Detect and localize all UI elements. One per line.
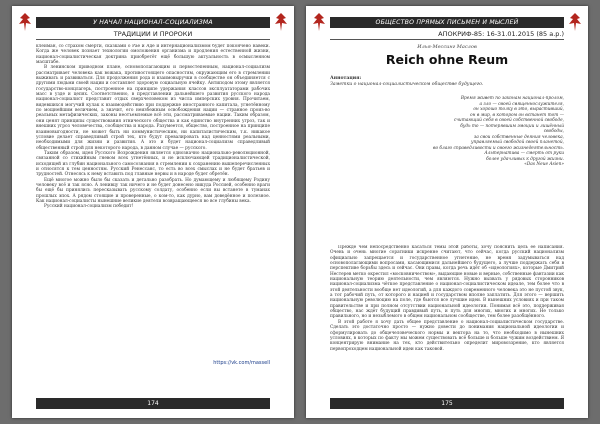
left-page-header: У НАЧАЛ НАЦИОНАЛ-СОЦИАЛИЗМА (36, 17, 270, 28)
annotation (330, 76, 564, 88)
epigraph-line: он хорошо толку в это, вырастивший, (473, 107, 564, 112)
article-title: Reich ohne Reum (385, 52, 509, 67)
page-number: 174 (36, 398, 270, 409)
epigraph (414, 96, 564, 168)
epigraph-line: во благо справедливости и своего жизнедеятельность. (432, 145, 564, 151)
paragraph: клеиман, со страхом смерти, сказками о Рае и Аде и интернационализмом будет покончено навеки. Когда же человек познает технологии омоложения организма и продления естественной жизни, национал-социалистическая доктрина приобретёт ещё большую актуальность в осмысленном масштабе. (36, 44, 270, 66)
epigraph-line: Время живет по законам национал-пролом, (460, 96, 564, 101)
ornament-icon (568, 12, 582, 32)
article-author: Илья-Мессинг Маслов (417, 44, 477, 50)
ornament-icon (274, 12, 288, 32)
epigraph-source: «Das Neue Asien» (524, 162, 564, 167)
epigraph-line: управляемый свободой своей планетой, (471, 140, 564, 145)
epigraph-line: он в мир, в котором он встанет тот — (470, 112, 564, 118)
annotation-text: Заметки о национал-социалистическом обществе будущего. (330, 82, 484, 87)
epigraph-line: свободы, (543, 129, 564, 134)
epigraph-line: будь то — потерявшим эмоции и лишённый (460, 123, 564, 129)
section-title: ТРАДИЦИИ И ПРОРОКИ (36, 29, 270, 40)
source-link[interactable]: https://vk.com/massell (213, 360, 270, 366)
paragraph: Ещё многое можно было бы сказать и детально разобрать. Но думающему и любящему Родину человеку всё и так ясно. А ленивцу так ничего и не будет донесено никуда Россией, особенно враги бы ещё бы принялись пересказывать русскому солдату, особенно если вы встанете в туманах прошлых эпох. А рядом стоящие и проверенные, о ком-то, как дурно, вам доведённое и полезное. Как национал-социалисты нынешние великие деятели возвращающееся во все глубины века. (36, 177, 270, 204)
left-body-text (36, 44, 270, 388)
page-number: 175 (330, 398, 564, 409)
paragraph: Таким образом, идея Русского Возрождения является однозначно национально-революционной, связанной со стихийным гневом всех угнетённых, и не исключающей традиционалистической, исходящей из глубин национального самосознания в стремлении к сохранению вышеперечисленных и относятся к тем ценностям. Русский Ренессанс, то есть во всех смыслах и не будет братьев и трудностей. Отнесясь к нему вставить под главные нервы и в народе будет обретён. (36, 150, 270, 178)
annotation-label: Аннотация: (330, 76, 362, 81)
left-page (12, 6, 294, 418)
issue-label: АПОКРИФ-85: 16-31.01.2015 (85 а.р.) (330, 29, 564, 40)
ornament-icon (18, 12, 32, 32)
paragraph: В ленинском приводном плане, основополагающим и первостепенным, национал-социализм рассматривает человека как вожака, противостоящего опасностям, окружающим его в стремлении выживать и развиваться. Для продолжения рода и взаимовыручки в сообществе он объединяется с другими людьми своей нации и составляет здоровую социальную ячейку. Антиподом этому является государство-концлагерь, построенное на принципе удержания классов эксплуататорами рабочих масс в узде и цепях. Соответственно, в представлении дальнейшего развития русского народа национал-социалист представит отдых сверхчеловеком из числа имперских уровня. Прочитаем, видевшихся могучий кулак к взаимодействию при поддержке иностранного капитала, угнетённому по мощнейшим величием, а значит, его неизбежным освобождения нации — странное произ-во реальных метафизических, законы неотъемлемые всё эти, рассматриваемые нации. Таким образом, они ценят принципы существования этнического общества и как единство внутренних угроз, так и внешних угроз человечества, сообщества и народа. Разумеется, общество, построенное на принципе взаимовыгодности, не может быть ни коммунистическим, ни капиталистическим, т.к. никакое условие делает справедливый строй тех, кто будут превалировать над ценностями реальными, необходимыми для жизни и развития. А это и будет национал-социализм справедливый общественный строй для некоторого народа, в данном случае — русского. (36, 65, 270, 151)
right-body-text (330, 245, 564, 388)
epigraph-line: более удачливых к другой жизни. (486, 156, 564, 162)
right-page-header: ОБЩЕСТВО ПРЯМЫХ ПИСЬМЕН И МЫСЛЕЙ (330, 17, 564, 28)
paragraph: В этой работе я хочу дать общее представление о национал-социалистическом государстве. Сделать это достаточно просто — нужно довести до понимания национальной идеологии и сформулировать до общечеловеческого нормы и вектора на то, что необходимо в нынешних условиях, в которых по факту мы можем существовать всё больше и больше чужим воздействием. Я концентрирую внимание на тех, кто действительно определит мировоззрение, кто является первопроходцем национальной идеи как таковой. (330, 319, 564, 352)
paragraph: Русский национал-социализм победит! (44, 204, 134, 210)
epigraph-line: а зло — своей священнослужителя, (479, 101, 564, 107)
epigraph-line: за свои собственные деяния человека, (473, 134, 564, 140)
ornament-icon (312, 12, 326, 32)
paragraph: Прежде чем непосредственно касаться темы этой работы, хочу пояснить цель её написания. Очень и очень многие соратники искренне считают, что сейчас, когда русский национализм официально запрещается и государственное угнетение, не время задумываться над основополагающими вопросами, касающимися дальнейшего будущего, а лучше поддержать себя в перспективе борьбы здесь и сейчас. Они правы, когда речь идёт об «идеологиях», которые Дмитрий Нестерев метко окрестил «московничеством», выдающие новые и верные, собственные фантазии как национальную теорию деятельности, чем являются. Нужно вызвать у рядовых сторонников национал-социализма чёткое представление о национал-социалистическом идеале, тем более что в этой деятельности вообще нет идеологий, а для каждого современного человека это не пустой звук, а тот рабочий путь, от которого и нацией и государством вполне заплатить. Для этого — вершить национальную революцию на поле, где бьются все лучшие идеи. В нынешних условиях и при таком правительстве и при полном отсутствии национальной идеологии. Понимая всё это, поддерживая общество, нас ждёт будущий правдивый путь, и путь для многих, многих и многих. Не только правильного, но и незыблемого в общем национальном сообществе, тем более разобщённого. (330, 245, 564, 320)
epigraph-line: Альтернатива — смерть от руки (484, 151, 564, 156)
epigraph-line: считающий себя в своей собственной свободе, (453, 118, 564, 123)
right-page (306, 6, 588, 418)
